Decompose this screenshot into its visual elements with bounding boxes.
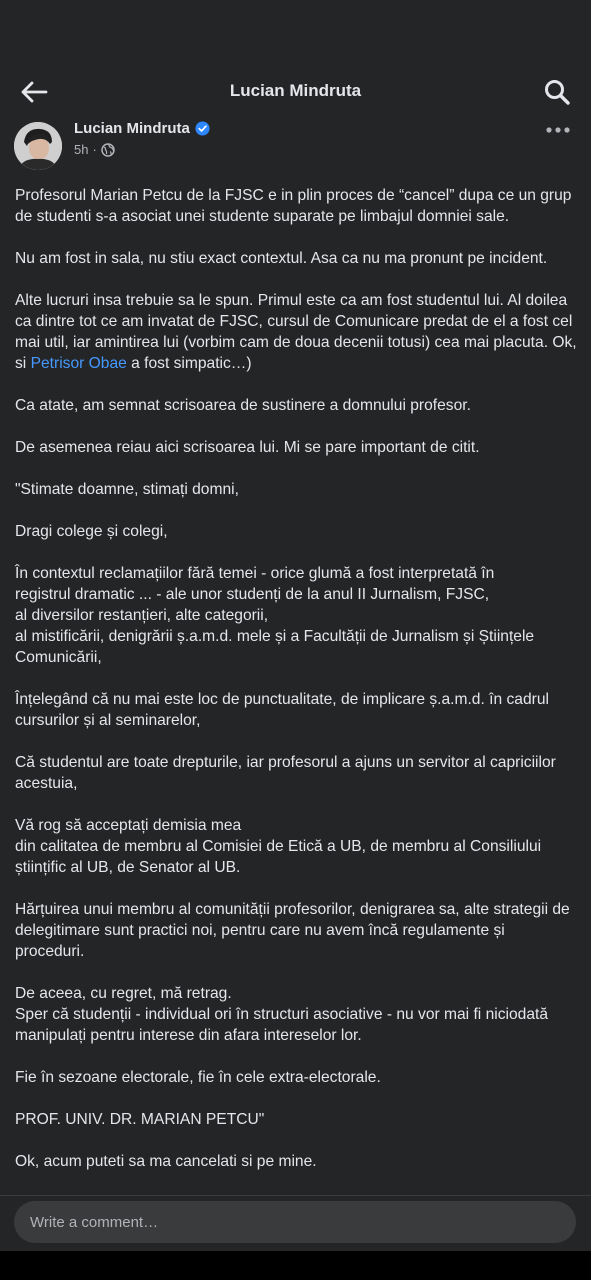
mention-link[interactable]: Petrisor Obae	[30, 355, 127, 372]
globe-icon	[101, 143, 115, 157]
divider	[0, 1195, 591, 1196]
post-body	[15, 185, 577, 1193]
post-paragraph: Că studentul are toate drepturile, iar profesorul a ajuns un servitor al capriciilor acestuia,	[15, 754, 556, 792]
post-time[interactable]: 5h	[74, 142, 89, 157]
search-button[interactable]	[541, 76, 573, 108]
status-bar	[0, 0, 591, 60]
post-paragraph: De asemenea reiau aici scrisoarea lui. Mi se pare important de citit.	[15, 439, 480, 456]
author-line	[74, 120, 210, 137]
page-title: Lucian Mindruta	[229, 81, 362, 100]
post-paragraph: De aceea, cu regret, mă retrag. Sper că studenții - individual ori în structuri asociative - nu vor mai fi niciodată manipulați pentru interese din afara intereselor lor.	[15, 985, 549, 1044]
post-paragraph: "Stimate doamne, stimați domni,	[15, 481, 239, 498]
post-header	[14, 118, 577, 172]
post-paragraph: Dragi colege și colegi,	[15, 523, 168, 540]
post-paragraph: Vă rog să acceptați demisia mea din calitatea de membru al Comisiei de Etică a UB, de membru al Consiliului științific al UB, de Senator al UB.	[15, 817, 542, 876]
top-bar	[0, 60, 591, 122]
verified-badge-icon	[195, 121, 210, 136]
profile-photo-icon	[14, 122, 62, 170]
search-icon	[543, 78, 571, 106]
post-paragraph: PROF. UNIV. DR. MARIAN PETCU"	[15, 1111, 265, 1128]
post-paragraph: Fie în sezoane electorale, fie în cele extra-electorale.	[15, 1069, 381, 1086]
post-paragraph: În contextul reclamațiilor fără temei - orice glumă a fost interpretată în registrul dramatic ... - ale unor studenți de la anul II Jurnalism, FJSC, al diversilor restanțieri, alte categorii, al mistificării, denigrării ș.a.m.d. mele și a Facultății de Jurnalism și Științele Comunicării,	[15, 565, 535, 666]
author-name[interactable]: Lucian Mindruta	[74, 120, 190, 137]
post-paragraph: Ca atate, am semnat scrisoarea de sustinere a domnului profesor.	[15, 397, 471, 414]
avatar[interactable]	[14, 122, 62, 170]
arrow-left-icon	[20, 80, 48, 104]
more-options-button[interactable]	[545, 120, 571, 140]
system-nav-bar	[0, 1251, 591, 1280]
post-paragraph	[15, 290, 577, 374]
more-horizontal-icon	[546, 127, 570, 133]
comment-input[interactable]	[30, 1214, 576, 1231]
back-button[interactable]	[18, 76, 50, 108]
comment-box[interactable]	[14, 1201, 576, 1243]
post-paragraph: Înțelegând că nu mai este loc de punctualitate, de implicare ș.a.m.d. în cadrul cursurilor și al seminarelor,	[15, 691, 549, 729]
paragraph-text: Alte lucruri insa trebuie sa le spun. Primul este ca am fost studentul lui. Al doilea ca dintre tot ce am invatat de FJSC, cursul de Comunicare predat de el a fost cel mai util, iar amintirea lui (vorbim cam de doua decenii totusi) cea mai placuta. Ok, si	[15, 292, 577, 372]
post-paragraph: Profesorul Marian Petcu de la FJSC e in plin proces de “cancel” dupa ce un grup de studenti s-a asociat unei studente suparate pe limbajul domniei sale.	[15, 187, 572, 225]
post-meta	[74, 142, 115, 157]
paragraph-text: a fost simpatic…)	[126, 355, 252, 372]
post-paragraph: Nu am fost in sala, nu stiu exact contextul. Asa ca nu ma pronunt pe incident.	[15, 250, 548, 267]
post-paragraph: Ok, acum puteti sa ma cancelati si pe mine.	[15, 1153, 317, 1170]
meta-separator: ·	[92, 142, 97, 157]
post-paragraph: Hărțuirea unui membru al comunității profesorilor, denigrarea sa, alte strategii de delegitimare sunt practici noi, pentru care nu avem încă regulamente și proceduri.	[15, 901, 570, 960]
